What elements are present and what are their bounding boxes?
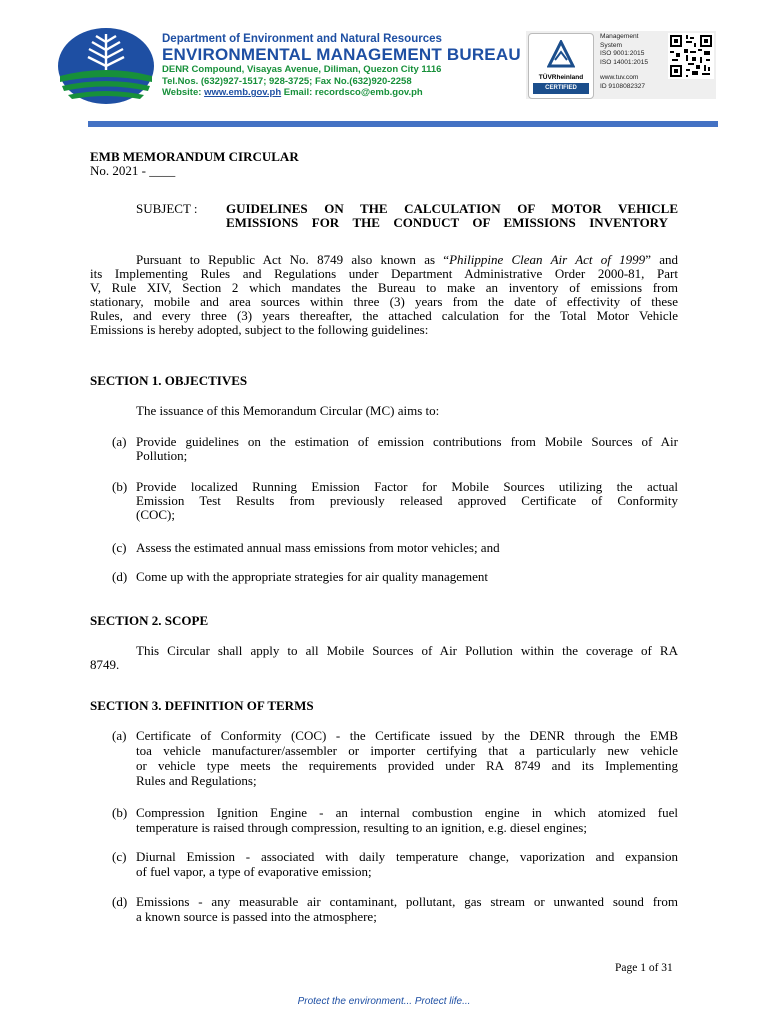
certified-label: CERTIFIED <box>533 83 589 94</box>
act-name: Philippine Clean Air Act of 1999 <box>449 252 646 267</box>
item-b-label: (b) <box>112 479 128 494</box>
intro-line-3: V, Rule XIV, Section 2 which mandates the Bureau to make an inventory of emissions from <box>90 280 678 295</box>
def-c-line-2: of fuel vapor, a type of evaporative emission; <box>136 864 372 879</box>
def-c-line-1: Diurnal Emission - associated with daily temperature change, vaporization and expansion <box>136 849 678 864</box>
section-2-heading: SECTION 2. SCOPE <box>90 613 209 628</box>
letterhead <box>0 0 768 120</box>
item-b-line-1: Provide localized Running Emission Factor for Mobile Sources utilizing the actual <box>136 479 678 494</box>
def-c-label: (c) <box>112 849 127 864</box>
item-b-line-2: Emission Test Results from previously released approved Certificate of Conformity <box>136 493 678 508</box>
page-number: Page 1 of 31 <box>615 962 673 974</box>
intro-text-b: ” and <box>645 252 678 267</box>
website-link[interactable]: www.emb.gov.ph <box>204 87 282 98</box>
iso-9001: ISO 9001:2015 <box>600 50 645 58</box>
section-3-heading: SECTION 3. DEFINITION OF TERMS <box>90 698 314 713</box>
def-b-line-2: temperature is raised through compression, resulting to an ignition, e.g. diesel engines; <box>136 820 587 835</box>
def-d-line-2: a known source is passed into the atmosphere; <box>136 909 377 924</box>
item-d-text: Come up with the appropriate strategies for air quality management <box>136 569 488 584</box>
telephone: Tel.Nos. (632)927-1517; 928-3725; Fax No.(632)920-2258 <box>162 75 412 87</box>
section-1-lead: The issuance of this Memorandum Circular (MC) aims to: <box>136 403 440 418</box>
memo-title: EMB MEMORANDUM CIRCULAR <box>90 149 299 164</box>
intro-line-1 <box>136 252 678 267</box>
emb-logo-icon <box>56 26 156 106</box>
organization-block <box>162 33 521 99</box>
website-label: Website: <box>162 87 202 98</box>
def-a-line-3: or vehicle type meets the requirements provided under RA 8749 and its Implementing <box>136 758 678 773</box>
management-system-text <box>600 33 648 92</box>
bureau-name: ENVIRONMENTAL MANAGEMENT BUREAU <box>162 45 521 64</box>
def-a-label: (a) <box>112 728 127 743</box>
intro-line-5: Rules, and every three (3) years thereafter, the attached calculation for the Total Motor Vehicle <box>90 308 678 323</box>
iso-14001: ISO 14001:2015 <box>600 58 649 66</box>
email: Email: recordsco@emb.gov.ph <box>283 87 423 98</box>
section-2-line-1: This Circular shall apply to all Mobile Sources of Air Pollution within the coverage of RA <box>136 643 678 658</box>
header-divider <box>88 121 718 127</box>
footer-tagline: Protect the environment... Protect life... <box>297 996 471 1007</box>
certification-box <box>526 31 716 99</box>
section-1-heading: SECTION 1. OBJECTIVES <box>90 373 248 388</box>
ms-line-2: System <box>600 41 622 49</box>
intro-line-6: Emissions is hereby adopted, subject to the following guidelines: <box>90 322 429 337</box>
def-b-label: (b) <box>112 805 128 820</box>
item-a-label: (a) <box>112 434 127 449</box>
intro-line-2: its Implementing Rules and Regulations under Department Administrative Order 2000-81, Part <box>90 266 678 281</box>
subject-label: SUBJECT : <box>136 201 198 216</box>
tuv-id: ID 9108082327 <box>600 82 646 90</box>
address: DENR Compound, Visayas Avenue, Diliman, Quezon City 1116 <box>162 64 442 75</box>
tuv-url: www.tuv.com <box>600 74 639 82</box>
tuv-triangle-icon <box>547 40 575 70</box>
ms-line-1: Management <box>600 33 639 40</box>
item-a-line-1: Provide guidelines on the estimation of emission contributions from Mobile Sources of Air <box>136 434 678 449</box>
intro-line-4: stationary, mobile and area sources within three (3) years from the date of effectivity of these <box>90 294 678 309</box>
qr-code-icon <box>668 33 714 79</box>
website-email-line <box>162 87 521 99</box>
department-name: Department of Environment and Natural Resources <box>162 33 442 45</box>
subject-line-1: GUIDELINES ON THE CALCULATION OF MOTOR VEHICLE <box>226 201 678 216</box>
def-d-label: (d) <box>112 894 128 909</box>
tuv-badge <box>528 33 594 99</box>
item-a-line-2: Pollution; <box>136 448 188 463</box>
item-c-text: Assess the estimated annual mass emissions from motor vehicles; and <box>136 540 500 555</box>
memo-number: No. 2021 - ____ <box>90 163 176 178</box>
def-a-line-4: Rules and Regulations; <box>136 773 257 788</box>
def-b-line-1: Compression Ignition Engine - an internal combustion engine in which atomized fuel <box>136 805 678 820</box>
item-b-line-3: (COC); <box>136 507 175 522</box>
def-d-line-1: Emissions - any measurable air contaminant, pollutant, gas stream or unwanted sound from <box>136 894 678 909</box>
def-a-line-1: Certificate of Conformity (COC) - the Certificate issued by the DENR through the EMB <box>136 728 678 743</box>
item-d-label: (d) <box>112 569 128 584</box>
section-2-line-2: 8749. <box>90 657 120 672</box>
subject-line-2: EMISSIONS FOR THE CONDUCT OF EMISSIONS INVENTORY <box>226 215 668 230</box>
tuv-name: TÜVRheinland <box>538 74 584 81</box>
intro-text-a: Pursuant to Republic Act No. 8749 also known as “ <box>136 252 450 267</box>
def-a-line-2: toa vehicle manufacturer/assembler or importer certifying that a particularly new vehicle <box>136 743 678 758</box>
item-c-label: (c) <box>112 540 127 555</box>
